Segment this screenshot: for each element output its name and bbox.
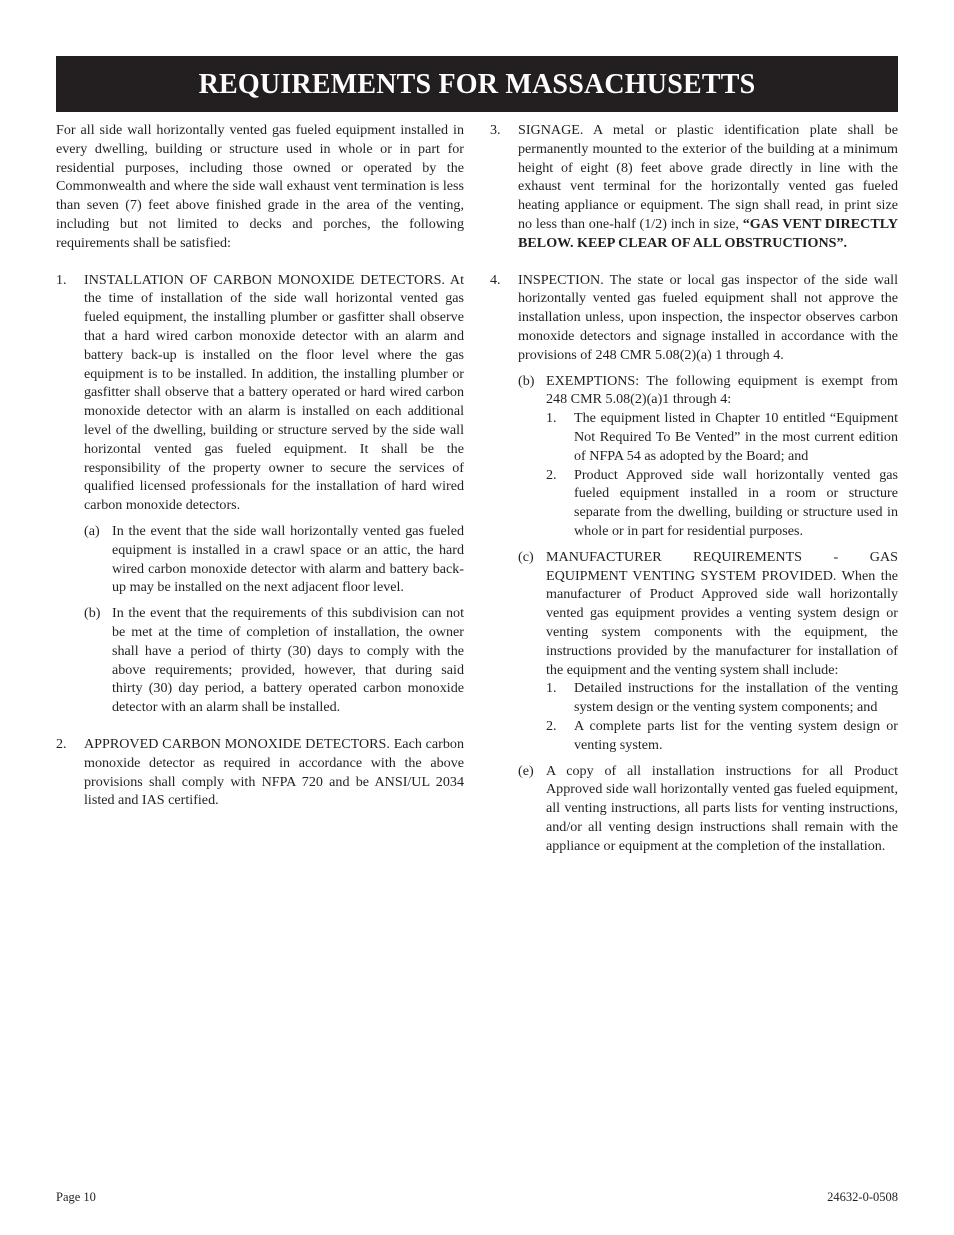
requirement-4b [518,372,898,541]
sub-label: (c) [518,548,534,565]
requirement-2-text: APPROVED CARBON MONOXIDE DETECTORS. Each carbon monoxide detector as required in accordance with the above provisions shall comply with NFPA 720 and be ANSI/UL 2034 listed and IAS certified. [84,735,464,809]
left-column [56,121,464,828]
requirement-4c [518,548,898,755]
sub-label: (b) [518,372,535,389]
intro-paragraph: For all side wall horizontally vented gas fueled equipment installed in every dwelling, building or structure used in whole or in part for residential purposes, including those owned or operated by the Commonwealth and where the side wall exhaust vent termination is less than seven (7) feet above finished grade in the area of the venting, including but not limited to decks and porches, the following requirements shall be satisfied: [56,122,464,251]
manufacturer-item-text: A complete parts list for the venting system design or venting system. [574,717,898,753]
signage-text: SIGNAGE. A metal or plastic identification plate shall be permanently mounted to the exterior of the building at a minimum height of eight (8) feet above grade directly in line with the exhaust vent terminal for the horizontally vented gas fueled heating appliance or equipment. The sign shall read, in print size no less than one-half (1/2) inch in size, [518,122,898,232]
page-number: Page 10 [56,1190,96,1204]
item-number: 2. [56,735,67,752]
requirement-1a [84,522,464,597]
requirement-1-text: INSTALLATION OF CARBON MONOXIDE DETECTORS. At the time of installation of the side wall horizontal vented gas fueled equipment, the installing plumber or gasfitter shall observe that a hard wired carbon monoxide detector with an alarm and battery back-up is installed on the floor level where the gas equipment is to be installed. In addition, the installing plumber or gasfitter shall observe that a battery operated or hard wired carbon monoxide detector with an alarm is installed on each additional level of the dwelling, building or structure served by the side wall horizontal vented gas fueled equipment. It shall be the responsibility of the property owner to secure the services of qualified licensed professionals for the installation of hard wired carbon monoxide detectors. [84,271,464,514]
manufacturer-item-number: 1. [546,680,557,697]
sub-label: (b) [84,605,101,622]
exemption-number: 2. [546,466,557,483]
item-number: 1. [56,271,67,288]
requirement-1b-text: In the event that the requirements of this subdivision can not be met at the time of completion of installation, the owner shall have a period of thirty (30) days to comply with the above requirements; provided, however, that during said thirty (30) day period, a battery operated carbon monoxide detector with an alarm shall be installed. [112,605,464,716]
manufacturer-requirements-text: MANUFACTURER REQUIREMENTS - GAS EQUIPMENT VENTING SYSTEM PROVIDED. When the manufacturer of Product Approved side wall horizontally vented gas equipment provides a venting system design or venting system components with the equipment, the instructions provided by the manufacturer for installation of the equipment and the venting system shall include: [546,548,898,678]
requirement-4e [518,762,898,856]
requirement-3 [490,121,898,253]
manufacturer-item-number: 2. [546,717,557,734]
requirement-2 [56,735,464,810]
item-number: 4. [490,271,501,288]
exemption-text: The equipment listed in Chapter 10 entitled “Equipment Not Required To Be Vented” in the most current edition of NFPA 54 as adopted by the Board; and [574,410,898,464]
sub-label: (e) [518,762,534,779]
manufacturer-item-text: Detailed instructions for the installation of the venting system design or the venting system components; and [574,680,898,716]
exemption-item [546,409,898,465]
signage-wording: “GAS VENT DIRECTLY BELOW. KEEP CLEAR OF ALL OBSTRUCTIONS”. [518,215,899,251]
item-number: 3. [490,122,501,138]
requirement-4-text: INSPECTION. The state or local gas inspector of the side wall horizontally vented gas fueled equipment shall not approve the installation unless, upon inspection, the inspector observes carbon monoxide detectors and signage installed in accordance with the provisions of 248 CMR 5.08(2)(a) 1 through 4. [518,271,898,363]
exemptions-text: EXEMPTIONS: The following equipment is exempt from 248 CMR 5.08(2)(a)1 through 4: [546,372,898,408]
manufacturer-item [546,717,898,755]
exemption-number: 1. [546,410,557,427]
requirement-1b [84,604,464,717]
manufacturer-item [546,679,898,717]
installation-instructions-text: A copy of all installation instructions for all Product Approved side wall horizontally vented gas fueled equipment, all venting instructions, all parts lists for venting instructions, and/or all venting design instructions shall remain with the appliance or equipment at the completion of the installation. [546,762,898,854]
section-header-banner [56,56,898,112]
requirement-4 [490,271,898,856]
exemption-text: Product Approved side wall horizontally vented gas fueled equipment installed in a room or structure separate from the dwelling, building or structure used in whole or in part for residential purposes. [574,466,898,539]
right-column [490,121,898,873]
sub-label: (a) [84,522,100,539]
document-number: 24632-0-0508 [827,1190,898,1204]
requirement-1 [56,271,464,717]
requirement-1a-text: In the event that the side wall horizontally vented gas fueled equipment is installed in a crawl space or an attic, the hard wired carbon monoxide detector with alarm and battery back-up may be installed on the next adjacent floor level. [112,522,464,596]
requirement-3-text [518,121,898,253]
page-title: REQUIREMENTS FOR MASSACHUSETTS [198,68,756,100]
exemption-item [546,466,898,541]
